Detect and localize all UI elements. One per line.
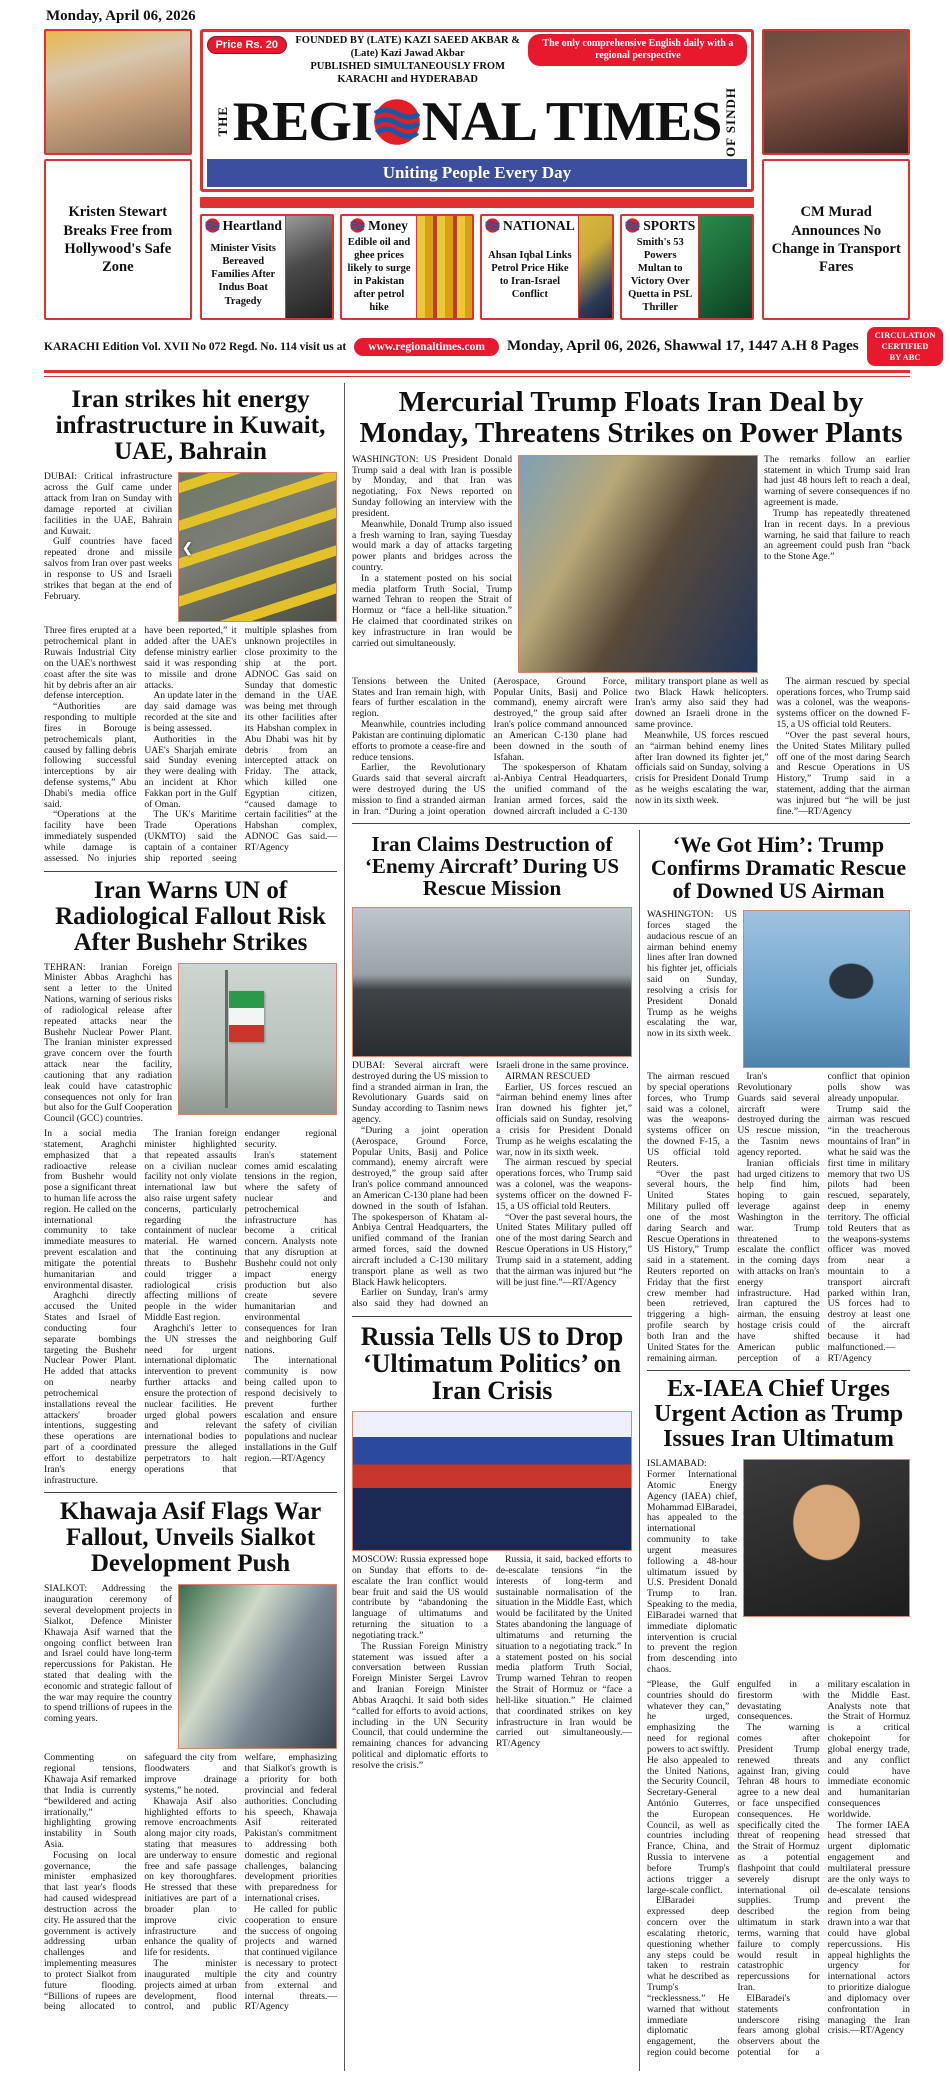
teaser-headline: Minister Visits Bereaved Families After Indus Boat Tragedy — [210, 243, 276, 307]
gulf-damage-photo — [178, 472, 337, 622]
article-headline: Russia Tells US to Drop ‘Ultimatum Politics’ on Iran Crisis — [360, 1322, 624, 1406]
tagline-badge: The only comprehensive English daily with a regional perspective — [528, 34, 747, 66]
teaser-sports-text — [622, 216, 698, 319]
teaser-section-label: Money — [368, 217, 408, 233]
globe-icon — [625, 218, 640, 233]
article-body: MOSCOW: Russia expressed hope on Sunday that efforts to de-escalate the Iran conflict would bear fruit and said the US would contribute by “abandoning the language of ultimatums and returning the situation to a negotiating track.” The Russian Foreign Ministry statement was issued after a conversation between Russian Foreign Minister Sergei Lavrov and Iranian Foreign Minister Abbas Araqchi. It said both sides “called for efforts to avoid actions, including in the UN Security Council, that could undermine the remaining chances for advancing political and diplomatic efforts to resolve the crisis.” Russia, it said, backed efforts to de-escalate tensions “in the interests of long-term and sustainable normalisation of the situation in the Middle East, which would be facilitated by the United States abandoning the language of ultimatums and returning the situation to a negotiating track.” In a statement posted on his social media platform Truth Social, Trump warned Tehran to reopen the Strait of Hormuz or “face a hell-like situation.” He claimed that coordinated strikes on key infrastructure in Iran would be carried out simultaneously.—RT/Agency — [352, 1554, 632, 1771]
kristen-stewart-photo — [44, 29, 192, 155]
article-intro-text: SIALKOT: Addressing the inauguration ceremony of several development projects in Sialkot, Defence Minister Khawaja Asif warned that the ongoing conflict between Iran and Israel could have long-term repercussions for Pakistan. He stated that dealing with the economic and strategic fallout of the war may require the country to spend trillions of rupees in the coming years. — [44, 1583, 172, 1725]
circulation-badge-line1: CIRCULATION — [874, 330, 936, 341]
khawaja-asif-photo — [178, 1584, 337, 1749]
teaser-sports-head — [625, 218, 695, 234]
article-iran-warns-un — [44, 878, 337, 1494]
article-headline: Khawaja Asif Flags War Fallout, Unveils Sialkot Development Push — [59, 1498, 322, 1578]
article-we-got-him — [647, 834, 910, 1371]
article-intro-text: WASHINGTON: US forces staged the audacious rescue of an airman behind enemy lines after Iran downed his fighter jet, officials said on Sunday, resolving a crisis for President Donald Trump as he weighs escalating the war, now in its sixth week. — [647, 909, 737, 1040]
bushehr-plant-photo — [178, 963, 337, 1115]
price-badge: Price Rs. 20 — [207, 36, 287, 54]
article-body: Commenting on regional tensions, Khawaja Asif remarked that India is currently “bewildered and acting irrationally,” highlighting growing instability in South Asia. Focusing on local governance, the minister emphasized that last year's floods had caused widespread destruction across the city. He assured that the government is actively addressing urban challenges and implementing measures to protect Sialkot from future flooding. “Billions of rupees are being allocated to safeguard the city from floodwaters and improve drainage systems,” he noted. Khawaja Asif also highlighted efforts to remove encroachments along major city roads, stating that measures are underway to ensure free and safe passage on key thoroughfares. He stressed that these initiatives are part of a broader plan to improve civic infrastructure and enhance the quality of life for residents. The minister inaugurated multiple projects aimed at urban development, flood control, and public welfare, emphasizing that Sialkot's growth is a priority for both provincial and federal authorities. Concluding his speech, Khawaja Asif reiterated Pakistan's commitment to addressing both domestic and regional challenges, balancing development priorities with preparedness for international crises. He called for public cooperation to ensure the success of ongoing projects and warned that continued vigilance is necessary to protect the city and country from external and internal threats.—RT/Agency — [44, 1752, 337, 2013]
aircraft-carrier-photo — [352, 907, 632, 1057]
red-double-rule — [44, 370, 910, 377]
flag-pole — [225, 970, 229, 1108]
article-ex-iaea-chief — [647, 1377, 910, 2064]
logo-the: THE — [214, 106, 230, 137]
chevron-left-icon[interactable]: ❮ — [182, 539, 193, 555]
teaser-national-photo — [578, 216, 612, 319]
teaser-national[interactable] — [480, 214, 614, 321]
teaser-heartland-head — [205, 218, 282, 234]
teaser-money-photo — [416, 216, 472, 319]
teaser-section-label: SPORTS — [643, 217, 696, 233]
article-intro-row — [44, 963, 337, 1125]
teaser-national-text — [482, 216, 578, 319]
right-area — [344, 383, 910, 2070]
logo-title-part1: REGI — [232, 90, 372, 153]
article-intro-text: TEHRAN: Iranian Foreign Minister Abbas Araghchi has sent a letter to the United Nations, warning of serious risks of radiological release after repeated attacks near the Bushehr Nuclear Power Plant. The Iranian minister expressed grave concern over the fourth attack near the facility, cautioning that any radiation leak could have catastrophic consequences not only for Iran but also for the Gulf Cooperation Council (GCC) countries. — [44, 961, 172, 1125]
edition-date-pages: Monday, April 06, 2026, Shawwal 17, 1447 A.H 8 Pages — [506, 338, 859, 355]
article-headline: Iran Claims Destruction of ‘Enemy Aircraft’ During US Rescue Mission — [364, 832, 620, 901]
article-side-text: The remarks follow an earlier statement in which Trump said Iran had just 48 hours left to reach a deal, warning of severe consequences if no agreement is made. Trump has repeatedly threatened Iran in recent days. In a previous warning, he said that failure to reach an agreement could push Iran “back to the Stone Age.” — [764, 453, 910, 563]
founded-line1: FOUNDED BY (LATE) KAZI SAEED AKBAR & (Late) Kazi Jawad Akbar — [295, 35, 520, 60]
red-divider-bar — [200, 197, 755, 208]
russia-flag-photo — [352, 1411, 632, 1551]
globe-icon — [350, 218, 365, 233]
middle-column — [352, 830, 640, 2070]
right-column — [640, 830, 910, 2070]
teaser-headline: Ahsan Iqbal Links Petrol Price Hike to Iran-Israel Conflict — [488, 249, 572, 300]
sub-columns — [352, 830, 910, 2070]
article-intro-text: DUBAI: Critical infrastructure across the Gulf came under attack from Iran on Sunday with damage reported at civilian facilities in the UAE, Bahrain and Kuwait. Gulf countries have faced repeated drone and missile salvos from Iran over past weeks in response to US and Israeli strikes that began at the end of February. — [44, 471, 172, 602]
logo-of-sindh: OF SINDH — [723, 86, 739, 157]
article-body: DUBAI: Several aircraft were destroyed during the US mission to find a stranded airman in Iran, the Revolutionary Guards said on Sunday according to Tasnim news agency. “During a joint operation (Aerospace, Ground Force, Popular Units, Basij and Police command), enemy aircraft were destroyed,” the group said after Iran's police command announced an American C-130 plane had been downed in the south of Isfahan. The spokesperson of Khatam al-Anbiya Central Headquarters, the unified command of the Iranian armed forces, said the downed aircraft included a C-130 military transport plane as well as two Black Hawk helicopters. Earlier on Sunday, Iran's army also said they had downed an Israeli drone in the same province. AIRMAN RESCUED Earlier, US forces rescued an “airman behind enemy lines after Iran downed his fighter jet,” officials said on Sunday, resolving a crisis for President Donald Trump as he weighs escalating the war, now in its sixth week. The airman rescued by special operations forces, who Trump said was a colonel, was the weapons-systems officer on the downed F-15, a US official told Reuters. “Over the past several hours, the United States Military pulled off one of the most daring Search and Rescue Operations in US History,” Trump said in a statement, adding that the airman was injured but “he will be just fine.”—RT/Agency — [352, 1059, 632, 1310]
right-promo-caption: CM Murad Announces No Change in Transport Fares — [762, 159, 910, 320]
website-badge: www.regionaltimes.com — [354, 338, 499, 356]
globe-icon — [373, 98, 421, 146]
teaser-heartland-photo — [285, 216, 332, 319]
edition-line — [44, 327, 936, 366]
globe-icon — [485, 218, 500, 233]
right-promo — [762, 29, 910, 320]
teaser-money-text — [342, 216, 416, 319]
article-trump-deal — [352, 387, 910, 824]
article-intro-row — [647, 1459, 910, 1676]
slogan-bar: Uniting People Every Day — [207, 159, 748, 187]
article-headline: Ex-IAEA Chief Urges Urgent Action as Trump Issues Iran Ultimatum — [653, 1376, 904, 1453]
article-intro-text: ISLAMABAD: Former International Atomic Energy Agency (IAEA) chief, Mohammad ElBaradei, has appealed to the international community to take urgent measures following a 48-hour ultimatum issued by U.S. President Donald Trump to Iran. Speaking to the media, ElBaradei warned that immediate diplomatic intervention is crucial to prevent the region from descending into chaos. — [647, 1458, 737, 1676]
trump-podium-photo — [518, 455, 758, 673]
article-iran-strikes-gulf — [44, 387, 337, 871]
circulation-badge-line2: CERTIFIED BY ABC — [881, 341, 929, 363]
newspaper-logo — [207, 87, 748, 157]
left-promo-caption: Kristen Stewart Breaks Free from Hollywood's Safe Zone — [44, 159, 192, 320]
article-khawaja-asif — [44, 1499, 337, 2019]
masthead-topline — [207, 34, 748, 87]
main-content — [44, 383, 910, 2070]
teaser-strip — [200, 214, 755, 321]
logo-title — [232, 90, 722, 153]
teaser-money-head — [345, 218, 413, 234]
masthead-row — [44, 29, 910, 320]
masthead-box — [200, 29, 755, 192]
article-body: The airman rescued by special operations forces, who Trump said was a colonel, was the weapons-systems officer on the downed F-15, a US official told Reuters. “Over the past several hours, the United States Military pulled off one of the most daring Search and Rescue Operations in US History,” Trump said in a statement. Reuters reported on Friday that the first crew member had been retrieved, triggering a high-profile search by both Iran and the United States for the remaining airman. Iran's Revolutionary Guards said several aircraft were destroyed during the US rescue mission, the Tasnim news agency reported. Iranian officials had urged citizens to help find him, hoping to gain leverage against Washington in the war. Trump threatened to escalate the conflict in the coming days with attacks on Iran's energy infrastructure. Had Iran captured the airman, the ensuing hostage crisis could have shifted American public perception of a conflict that opinion polls show was already unpopular. Trump said the airman was rescued “in the treacherous mountains of Iran” in what he said was the first time in military memory that two US pilots had been rescued, separately, deep in enemy territory. The official told Reuters that as the weapons-systems officer was moved from near a mountain to a transport aircraft parked within Iran, US forces had to destroy at least one of the aircraft because it had malfunctioned.—RT/Agency — [647, 1071, 910, 1364]
trump-pointing-photo — [743, 1459, 910, 1617]
article-headline: ‘We Got Him’: Trump Confirms Dramatic Rescue of Downed US Airman — [650, 832, 907, 904]
edition-info: KARACHI Edition Vol. XVII No 072 Regd. No. 114 visit us at — [44, 340, 347, 353]
cm-murad-photo — [762, 29, 910, 155]
teaser-headline: Edible oil and ghee prices likely to surge in Pakistan after petrol hike — [347, 236, 411, 314]
article-intro-row — [44, 1584, 337, 1749]
teaser-headline: Smith's 53 Powers Multan to Victory Over Quetta in PSL Thriller — [628, 236, 693, 314]
teaser-heartland[interactable] — [200, 214, 334, 321]
fighter-jet-photo — [743, 910, 910, 1068]
left-column — [44, 383, 344, 2070]
article-body: In a social media statement, Araghchi emphasized that a radioactive release from Bushehr would pose a significant threat to human life across the region. He called on the international community to take immediate measures to prevent escalation and mitigate the potential humanitarian and environmental disaster. Araghchi directly accused the United States and Israel of conducting four separate bombings targeting the Bushehr Nuclear Power Plant. He added that attacks on nearby petrochemical installations reveal the attackers' broader intentions, suggesting these operations are part of a coordinated effort to destabilize Iran's energy infrastructure. The Iranian foreign minister highlighted that repeated assaults on a civilian nuclear facility not only violate international law but also raise urgent safety concerns, particularly regarding the containment of nuclear material. He warned that the continuing threats to Bushehr could trigger a radiological crisis affecting millions of people in the wider Middle East region. Araghchi's letter to the UN stresses the need for urgent international diplomatic intervention to prevent further attacks and ensure the protection of nuclear facilities. He urged global powers and relevant international bodies to pressure the alleged perpetrators to halt operations that endanger regional security. Iran's statement comes amid escalating tensions in the region, where the safety of nuclear and petrochemical infrastructure has become a critical concern. Analysts note that any disruption at Bushehr could not only impact energy production but also create severe humanitarian and environmental consequences for Iran and neighboring Gulf nations. The international community is now being called upon to respond decisively to prevent further escalation and ensure the safety of civilian populations and nuclear installations in the Gulf region.—RT/Agency — [44, 1128, 337, 1486]
teaser-section-label: Heartland — [222, 217, 282, 233]
teaser-money[interactable] — [340, 214, 474, 321]
teaser-section-label: NATIONAL — [503, 217, 575, 233]
teaser-national-head — [485, 218, 575, 234]
page-date: Monday, April 06, 2026 — [46, 8, 196, 24]
article-headline: Iran Warns UN of Radiological Fallout Risk After Bushehr Strikes — [55, 876, 326, 956]
teaser-sports[interactable] — [620, 214, 754, 321]
article-body: Tensions between the United States and Iran remain high, with fears of further escalation in the region. Meanwhile, countries including Pakistan are continuing diplomatic efforts to promote a cease-fire and reduce tensions. Earlier, the Revolutionary Guards said that several aircraft were destroyed during the US mission to find a stranded airman in Iran. “During a joint operation (Aerospace, Ground Force, Popular Units, Basij and Police command), enemy aircraft were destroyed,” the group said after Iran's police command announced an American C-130 plane had been downed in the south of Isfahan. The spokesperson of Khatam al-Anbiya Central Headquarters, the unified command of the Iranian armed forces, said the downed aircraft included a C-130 military transport plane as well as two Black Hawk helicopters. Iran's army also said they had downed an Israeli drone in the same province. Meanwhile, US forces rescued an “airman behind enemy lines after Iran downed its fighter jet,” officials said on Sunday, solving a crisis for President Donald Trump as he weighs escalating the war, now in its sixth week. The airman rescued by special operations forces, who Trump said was a colonel, was the weapons-systems officer on the downed F-15, a US official told Reuters. “Over the past several hours, the United States Military pulled off one of the most daring Search and Rescue Operations in US History,” Trump said in a statement, adding that the airman was injured but “he will be just fine.”—RT/Agency — [352, 675, 910, 817]
left-promo — [44, 29, 192, 320]
logo-title-part2: NAL TIMES — [421, 90, 722, 153]
article-intro-row — [352, 455, 910, 673]
article-russia-ultimatum — [352, 1323, 632, 1778]
article-intro-row — [44, 472, 337, 622]
article-body: Three fires erupted at a petrochemical plant in Ruwais Industrial City on the UAE's northwest coast after the site was hit by debris after an air defense interception. “Authorities are responding to multiple fires in Borouge petrochemicals plant, caused by falling debris following successful interceptions by air defense systems,” Abu Dhabi's media office said. “Operations at the facility have been immediately suspended while damage is assessed. No injuries have been reported,” it added after the UAE's defense ministry earlier said it was responding to missile and drone attacks. An update later in the day said damage was recorded at the site and is being assessed. Authorities in the UAE's Sharjah emirate said Sunday evening they were dealing with an incident at Khor Fakkan port in the Gulf of Oman. The UK's Maritime Trade Operations (UKMTO) said the captain of a container ship reported seeing multiple splashes from unknown projectiles in close proximity to the ship at the port. ADNOC Gas said on Sunday that domestic demand in the UAE was being met through its other facilities after its Habshan complex in Abu Dhabi was hit by debris from an intercepted attack on Friday. The attack, which killed one Egyptian citizen, “caused damage to certain facilities” at the Habshan complex, ADNOC Gas said.—RT/Agency — [44, 625, 337, 864]
founded-lines — [293, 34, 522, 87]
article-headline: Mercurial Trump Floats Iran Deal by Monday, Threatens Strikes on Power Plants — [359, 386, 903, 449]
article-intro-text: WASHINGTON: US President Donald Trump said a deal with Iran is possible by Monday, and that Iran was negotiating, Fox News reported on Sunday following an interview with the president. Meanwhile, Donald Trump also issued a fresh warning to Iran, saying Tuesday would mark a day of attacks targeting power plants and bridges across the country. In a statement posted on his social media platform Truth Social, Trump warned Tehran to reopen the Strait of Hormuz or “face a hell-like situation.” He claimed that coordinated strikes on key infrastructure in Iran would be carried out simultaneously. — [352, 453, 512, 649]
article-headline: Iran strikes hit energy infrastructure in Kuwait, UAE, Bahrain — [55, 386, 326, 466]
founded-line2: PUBLISHED SIMULTANEOUSLY FROM KARACHI and HYDERABAD — [310, 61, 506, 86]
iran-flag — [229, 991, 264, 1042]
teaser-sports-photo — [698, 216, 752, 319]
circulation-badge — [867, 327, 944, 366]
article-body: “Please, the Gulf countries should do whatever they can,” he urged, emphasizing the need for regional powers to act swiftly. He also appealed to the United Nations, the Security Council, Secretary-General António Guterres, the European Council, as well as countries including France, China, and Russia to intervene before Trump's actions trigger a large-scale conflict. ElBaradei expressed deep concern over the escalating rhetoric, questioning whether any steps could be taken to restrain what he described as Trump's “recklessness.” He warned that without immediate diplomatic engagement, the region could become engulfed in a firestorm with devastating consequences. The warning comes after President Trump renewed threats against Iran, giving Tehran 48 hours to agree to a new deal or face unspecified consequences. He specifically cited the threat of reopening the Strait of Hormuz as a potential flashpoint that could severely disrupt international oil supplies. Trump described the ultimatum in stark terms, warning that failure to comply would result in catastrophic repercussions for Iran. ElBaradei's statements underscore rising fears among global observers about the potential for a military escalation in the Middle East. Analysts note that the Strait of Hormuz is a critical chokepoint for global energy trade, and any conflict could have immediate economic and humanitarian consequences worldwide. The former IAEA head stressed that urgent diplomatic engagement and multilateral pressure are the only ways to de-escalate tensions and prevent the region from being drawn into a war that could have global repercussions. His appeal highlights the urgency for international actors to prioritize dialogue and diplomacy over confrontation in managing the Iran crisis.—RT/Agency — [647, 1678, 910, 2059]
article-enemy-aircraft — [352, 834, 632, 1317]
teaser-heartland-text — [202, 216, 285, 319]
globe-icon — [205, 218, 220, 233]
masthead-center — [200, 29, 755, 320]
article-intro-row — [647, 910, 910, 1068]
